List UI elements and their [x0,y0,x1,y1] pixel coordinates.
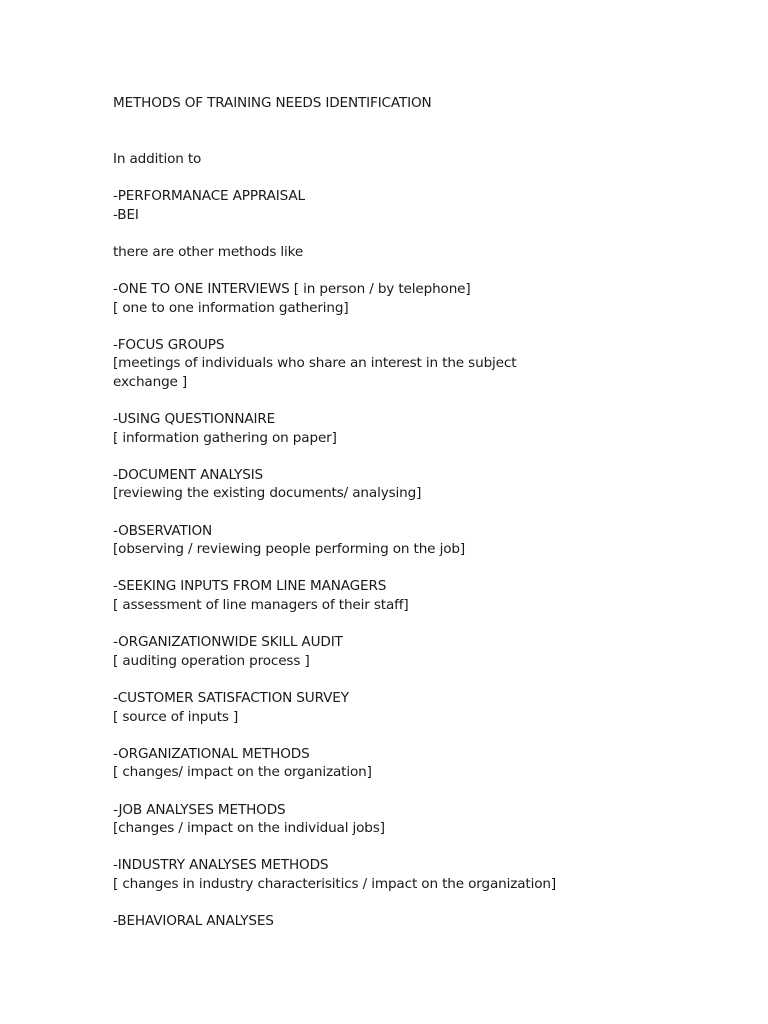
method-item-organizational-methods [113,745,673,782]
method-item-questionnaire [113,410,673,447]
method-heading: -FOCUS GROUPS [113,336,225,353]
method-item-line-managers [113,577,673,614]
prior-method-bei: -BEI [113,206,139,223]
spacer [113,615,673,634]
spacer [113,894,673,913]
spacer [113,261,673,280]
spacer [113,559,673,578]
method-item-document-analysis [113,466,673,503]
method-item-customer-survey [113,689,673,726]
spacer [113,317,673,336]
spacer [113,224,673,243]
method-heading: -CUSTOMER SATISFACTION SURVEY [113,690,349,706]
method-heading: -JOB ANALYSES METHODS [113,801,286,818]
method-item-interviews [113,280,673,317]
spacer [113,447,673,466]
method-heading: -ORGANIZATIONWIDE SKILL AUDIT [113,634,343,651]
method-description: exchange ] [113,373,188,390]
method-description: [changes / impact on the individual jobs] [113,820,385,837]
prior-method-performance-appraisal: -PERFORMANACE APPRAISAL [113,187,305,204]
method-item-job-analyses [113,801,673,838]
document-title: METHODS OF TRAINING NEEDS IDENTIFICATION [113,95,432,111]
spacer [113,838,673,857]
method-item-industry-analyses [113,856,673,893]
method-description: [meetings of individuals who share an interest in the subject [113,355,517,372]
method-heading: -DOCUMENT ANALYSIS [113,466,264,483]
method-heading: -SEEKING INPUTS FROM LINE MANAGERS [113,578,387,595]
spacer [113,726,673,745]
method-heading: -ORGANIZATIONAL METHODS [113,745,310,762]
method-description: [ assessment of line managers of their staff] [113,597,409,614]
spacer [113,670,673,689]
method-description: [ source of inputs ] [113,708,239,725]
method-description: [ auditing operation process ] [113,652,310,669]
method-heading: -ONE TO ONE INTERVIEWS [ in person / by telephone] [113,280,471,297]
method-description: [ changes in industry characterisitics / impact on the organization] [113,875,557,892]
spacer [113,392,673,411]
transition-text: there are other methods like [113,243,304,260]
method-heading: -INDUSTRY ANALYSES METHODS [113,857,329,874]
method-description: [ one to one information gathering] [113,299,349,316]
method-item-behavioral-analyses [113,912,673,931]
method-item-skill-audit [113,633,673,670]
spacer [113,168,673,187]
method-item-focus-groups [113,336,673,392]
method-description: [reviewing the existing documents/ analysing] [113,485,422,502]
intro-text: In addition to [113,150,202,167]
method-item-observation [113,522,673,559]
method-description: [ changes/ impact on the organization] [113,764,372,781]
method-heading: -USING QUESTIONNAIRE [113,411,276,428]
method-description: [observing / reviewing people performing on the job] [113,541,465,558]
method-heading: -OBSERVATION [113,522,213,539]
method-description: [ information gathering on paper] [113,429,337,446]
spacer [113,782,673,801]
spacer [113,503,673,522]
method-heading: -BEHAVIORAL ANALYSES [113,913,274,930]
document-body [113,94,673,931]
